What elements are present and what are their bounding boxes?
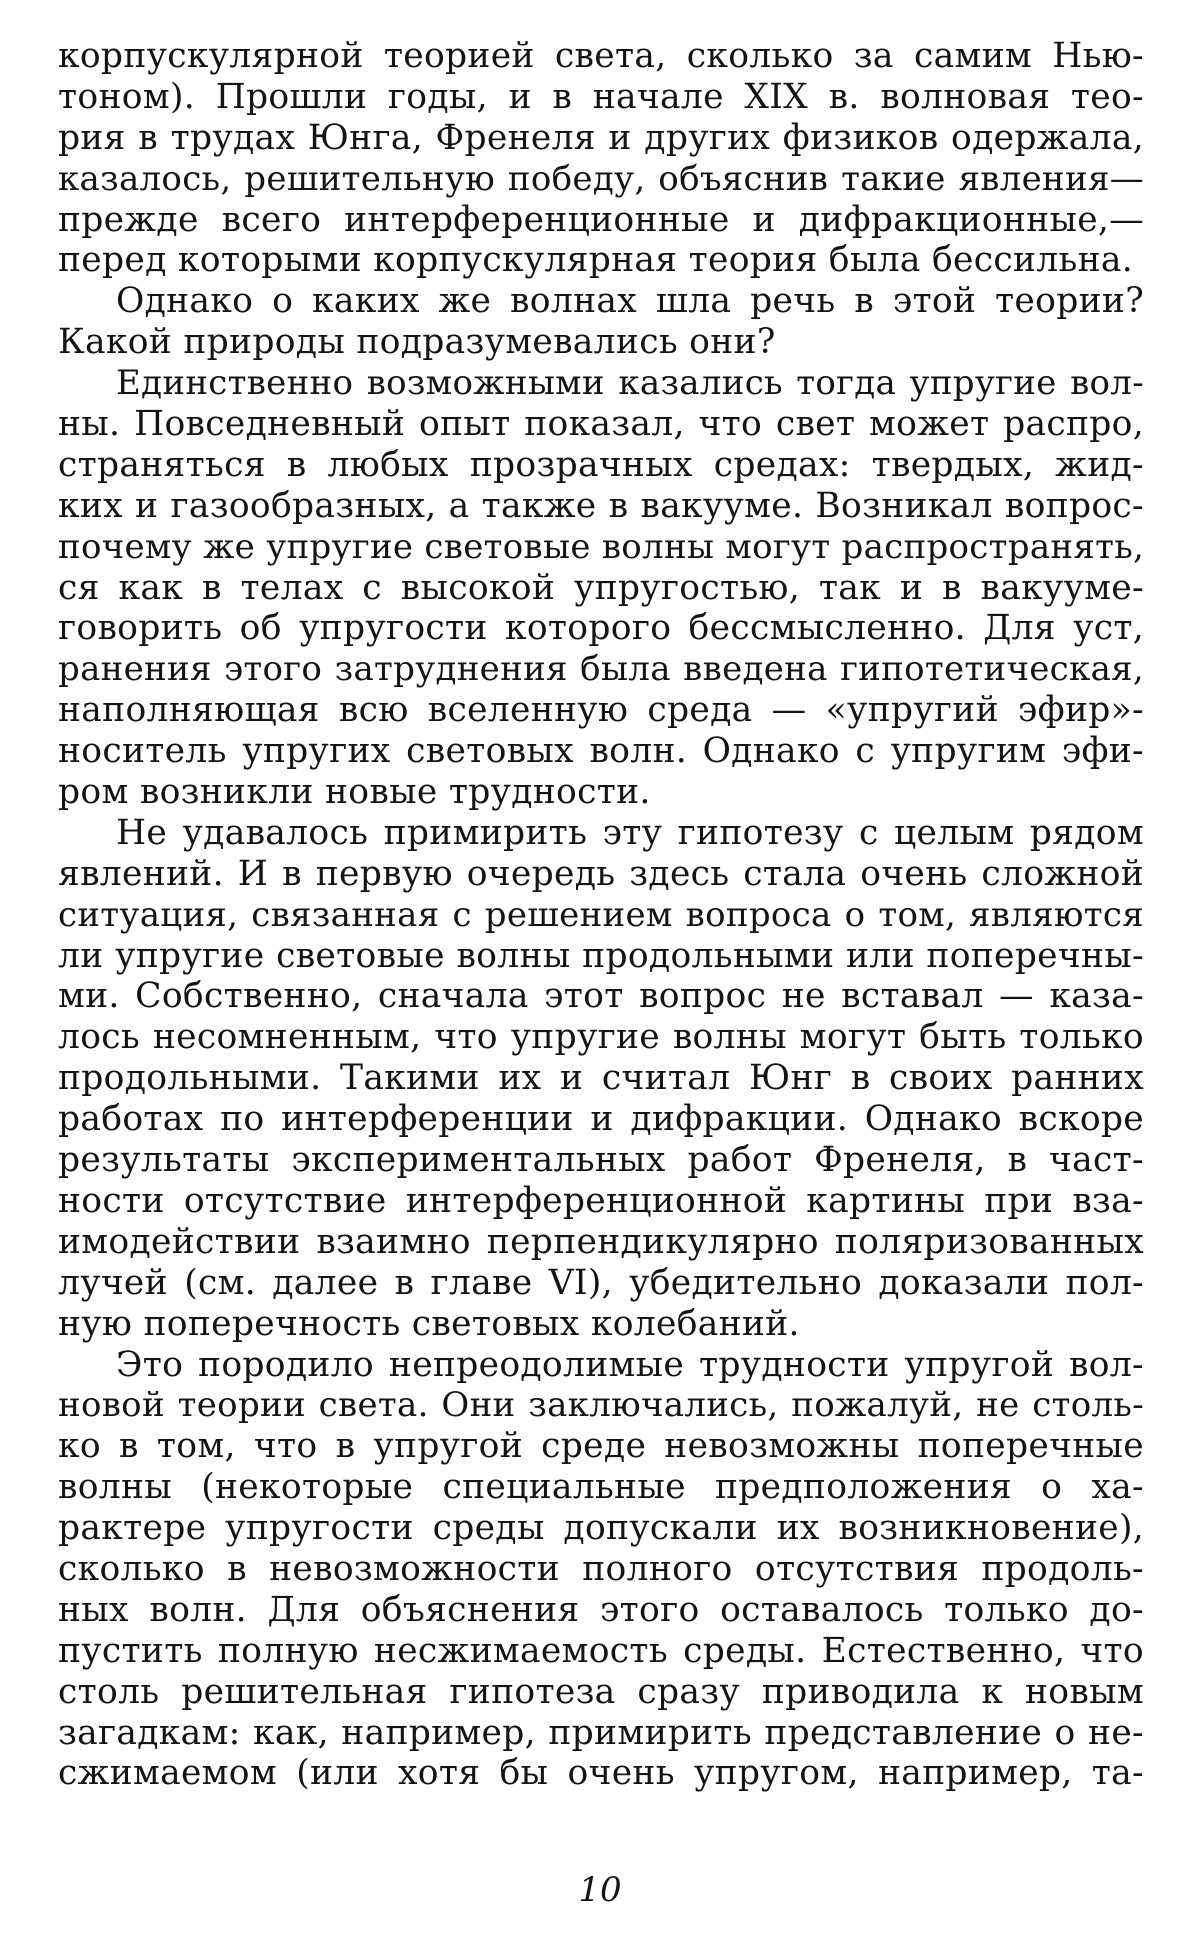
text-line: работах по интерференции и дифракции. Однако вскоре xyxy=(58,1099,1144,1140)
text-line: ли упругие световые волны продольными или поперечны- xyxy=(58,935,1144,976)
text-line: сжимаемом (или хотя бы очень упругом, например, та- xyxy=(58,1753,1144,1794)
text-line: страняться в любых прозрачных средах: твердых, жид- xyxy=(58,444,1144,485)
text-line: Единственно возможными казались тогда упругие вол- xyxy=(116,363,1144,404)
text-line: ны. Повседневный опыт показал, что свет может распро, xyxy=(58,404,1144,445)
text-line: ко в том, что в упругой среде невозможны поперечные xyxy=(58,1426,1144,1467)
text-line: ранения этого затруднения была введена гипотетическая, xyxy=(58,649,1144,690)
text-line: Однако о каких же волнах шла речь в этой теории? xyxy=(116,281,1144,322)
text-line: сколько в невозможности полного отсутствия продоль- xyxy=(58,1548,1144,1589)
text-line: Это породило непреодолимые трудности упругой вол- xyxy=(116,1344,1144,1385)
text-line: столь решительная гипотеза сразу приводила к новым xyxy=(58,1671,1144,1712)
text-line: явлений. И в первую очередь здесь стала очень сложной xyxy=(58,853,1144,894)
text-line: Какой природы подразумевались они? xyxy=(58,322,776,363)
page-number: 10 xyxy=(578,1870,622,1910)
text-line: лось несомненным, что упругие волны могут быть только xyxy=(58,1017,1144,1058)
text-line: тоном). Прошли годы, и в начале XIX в. волновая тео- xyxy=(58,76,1144,117)
text-line: лучей (см. далее в главе VI), убедительно доказали пол- xyxy=(58,1262,1144,1303)
text-line: ми. Собственно, сначала этот вопрос не вставал — каза- xyxy=(58,976,1144,1017)
text-line: ности отсутствие интерференционной картины при вза- xyxy=(58,1180,1144,1221)
text-line: волны (некоторые специальные предположения о ха- xyxy=(58,1467,1144,1508)
text-line: имодействии взаимно перпендикулярно поляризованных xyxy=(58,1221,1144,1262)
text-line: рактере упругости среды допускали их возникновение), xyxy=(58,1508,1144,1549)
text-line: Не удавалось примирить эту гипотезу с целым рядом xyxy=(116,812,1144,853)
text-line: прежде всего интерференционные и дифракционные,— xyxy=(58,199,1144,240)
text-line: говорить об упругости которого бессмысленно. Для уст, xyxy=(58,608,1144,649)
text-line: ром возникли новые трудности. xyxy=(58,772,651,813)
text-line: пустить полную несжимаемость среды. Естественно, что xyxy=(58,1630,1144,1671)
text-line: наполняющая всю вселенную среда — «упругий эфир»- xyxy=(58,690,1144,731)
text-line: ных волн. Для объяснения этого оставалось только до- xyxy=(58,1589,1144,1630)
text-line: загадкам: как, например, примирить представление о не- xyxy=(58,1712,1144,1753)
text-line: перед которыми корпускулярная теория была бессильна. xyxy=(58,240,1134,281)
text-line: ся как в телах с высокой упругостью, так и в вакууме- xyxy=(58,567,1144,608)
text-line: ких и газообразных, а также в вакууме. Возникал вопрос- xyxy=(58,485,1144,526)
text-line: ную поперечность световых колебаний. xyxy=(58,1303,800,1344)
text-line: казалось, решительную победу, объяснив такие явления— xyxy=(58,158,1144,199)
text-line: почему же упругие световые волны могут распространять, xyxy=(58,526,1144,567)
body-text xyxy=(58,36,1144,1794)
text-line: ситуация, связанная с решением вопроса о том, являются xyxy=(58,894,1144,935)
text-line: рия в трудах Юнга, Френеля и других физиков одержала, xyxy=(58,117,1144,158)
text-line: корпускулярной теорией света, сколько за самим Нью- xyxy=(58,36,1144,76)
text-line: новой теории света. Они заключались, пожалуй, не столь- xyxy=(58,1385,1144,1426)
text-line: результаты экспериментальных работ Френеля, в част- xyxy=(58,1140,1144,1181)
text-line: продольными. Такими их и считал Юнг в своих ранних xyxy=(58,1058,1144,1099)
text-line: носитель упругих световых волн. Однако с упругим эфи- xyxy=(58,731,1144,772)
